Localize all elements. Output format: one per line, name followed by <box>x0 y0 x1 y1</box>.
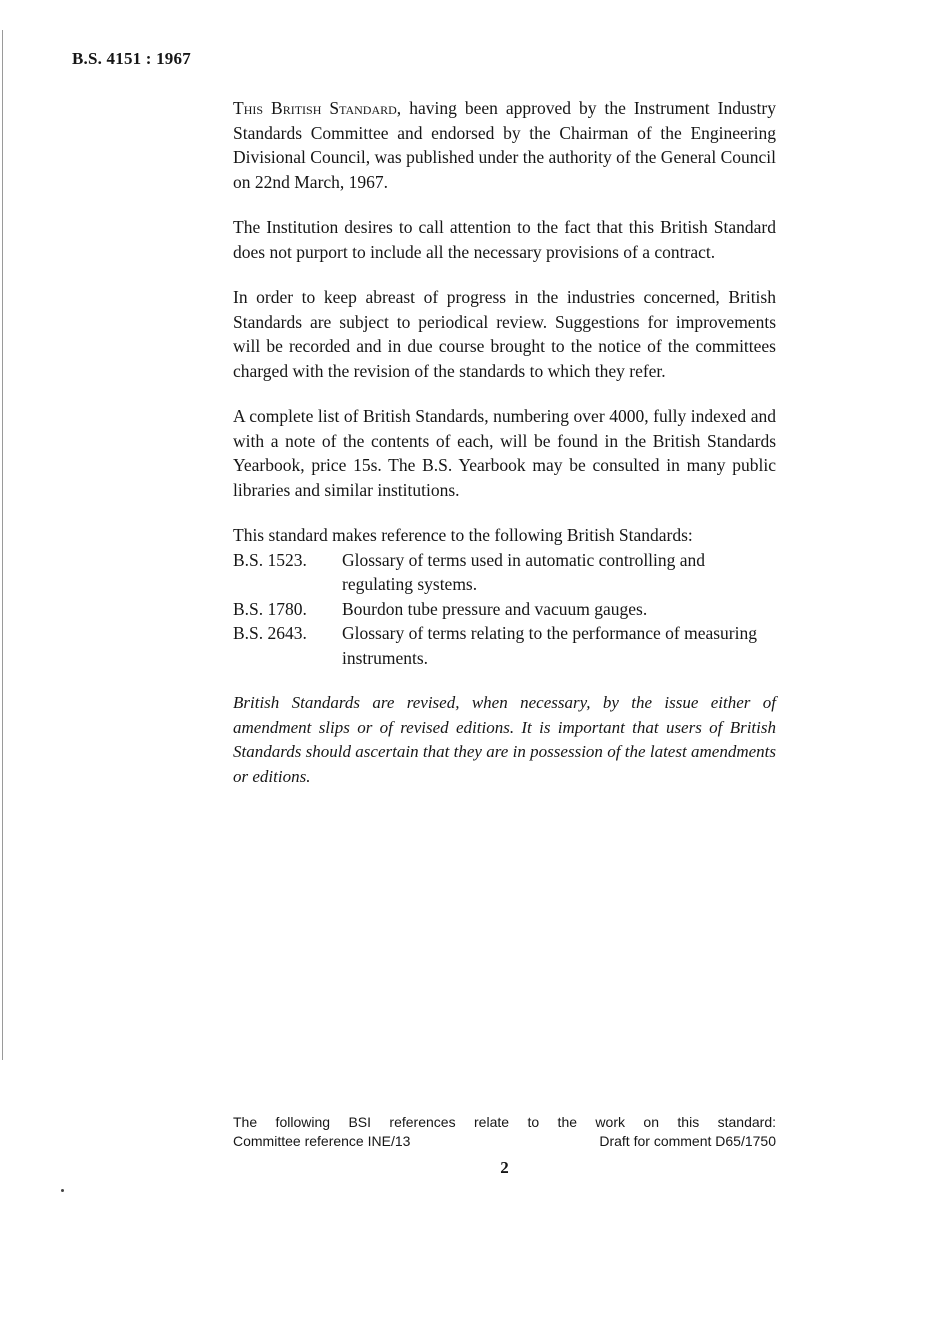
reference-title: Bourdon tube pressure and vacuum gauges. <box>342 598 648 619</box>
reference-title: Glossary of terms used in automatic controlling and regulating systems. <box>342 549 706 594</box>
amendment-notice: British Standards are revised, when necessary, by the issue either of amendment slips or of revised editions. It is important that users of British Standards should ascertain that they are in possession of the latest amendments or editions. <box>233 693 776 786</box>
approval-paragraph <box>233 96 776 194</box>
main-text-column <box>233 96 776 789</box>
approval-text: having been approved by the Instrument Industry Standards Committee and endorsed by the Chairman of the Engineering Divisional Council, was published under the authority of the General Council on 22nd March, 1967. <box>233 98 776 192</box>
reference-list <box>233 548 776 671</box>
standard-reference-header: B.S. 4151 : 1967 <box>72 49 191 68</box>
committee-reference: Committee reference INE/13 <box>233 1133 411 1149</box>
references-intro: This standard makes reference to the following British Standards: <box>233 525 693 545</box>
bsi-references-row <box>233 1132 776 1151</box>
bsi-references-footer <box>233 1113 776 1151</box>
reference-code: B.S. 1780. <box>233 598 307 619</box>
yearbook-notice-paragraph: A complete list of British Standards, numbering over 4000, fully indexed and with a note of the contents of each, will be found in the British Standards Yearbook, price 15s. The B.S. Yearbook may be consulted in many public libraries and similar institutions. <box>233 406 776 500</box>
draft-reference: Draft for comment D65/1750 <box>599 1133 776 1149</box>
reference-title: Glossary of terms relating to the performance of measuring instruments. <box>342 623 758 668</box>
reference-item <box>233 548 776 597</box>
reference-code: B.S. 1523. <box>233 549 307 570</box>
scan-speck <box>61 1189 64 1192</box>
bsi-references-line: The following BSI references relate to the work on this standard: <box>233 1114 776 1130</box>
review-notice-paragraph: In order to keep abreast of progress in the industries concerned, British Standards are subject to periodical review. Suggestions for improvements will be recorded and in due course brought to the notice of the committees charged with the revision of the standards to which they refer. <box>233 287 776 381</box>
page-edge-line <box>2 30 3 1060</box>
page-number: 2 <box>500 1158 509 1177</box>
reference-code: B.S. 2643. <box>233 623 307 643</box>
reference-item <box>233 621 776 670</box>
contract-notice-paragraph: The Institution desires to call attention to the fact that this British Standard does not purport to include all the necessary provisions of a contract. <box>233 217 776 262</box>
reference-item <box>233 597 776 622</box>
approval-lead: This British Standard, <box>233 98 402 118</box>
